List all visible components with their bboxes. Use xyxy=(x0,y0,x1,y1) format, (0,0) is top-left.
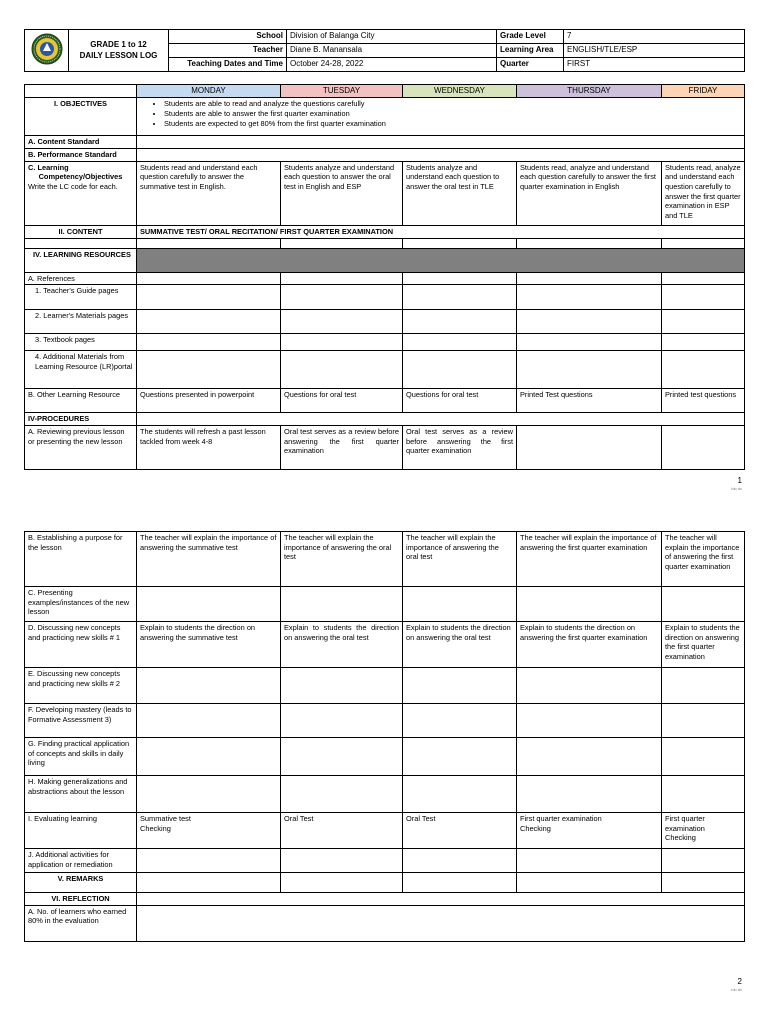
competency-label: C. Learning Competency/Objectives Write the LC code for each. xyxy=(25,161,137,225)
objectives-list xyxy=(137,98,745,136)
evaluating-friday: First quarter examination Checking xyxy=(662,813,745,849)
day-tuesday: TUESDAY xyxy=(281,85,403,98)
day-monday: MONDAY xyxy=(137,85,281,98)
evaluating-monday: Summative test Checking xyxy=(137,813,281,849)
discussing-1-wednesday: Explain to students the direction on answering the oral test xyxy=(403,622,517,668)
day-wednesday: WEDNESDAY xyxy=(403,85,517,98)
evaluating-tuesday: Oral Test xyxy=(281,813,403,849)
learning-resources-label: IV. LEARNING RESOURCES xyxy=(25,248,137,272)
other-resource-monday: Questions presented in powerpoint xyxy=(137,389,281,413)
teachers-guide-label: 1. Teacher's Guide pages xyxy=(25,285,137,310)
purpose-wednesday: The teacher will explain the importance of answering the oral test xyxy=(403,532,517,587)
learning-resources-shade xyxy=(137,248,745,272)
performance-standard-label: B. Performance Standard xyxy=(25,149,137,162)
other-resource-label: B. Other Learning Resource xyxy=(25,389,137,413)
developing-mastery-label: F. Developing mastery (leads to Formative Assessment 3) xyxy=(25,704,137,738)
seal-icon xyxy=(31,33,63,65)
discussing-1-tuesday: Explain to students the direction on answering the oral test xyxy=(281,622,403,668)
quarter-label: Quarter xyxy=(497,58,564,72)
purpose-monday: The teacher will explain the importance of answering the summative test xyxy=(137,532,281,587)
purpose-label: B. Establishing a purpose for the lesson xyxy=(25,532,137,587)
additional-activities-label: J. Additional activities for application or remediation xyxy=(25,849,137,873)
content-label: II. CONTENT xyxy=(25,225,137,238)
page1-body xyxy=(24,84,744,470)
other-resource-wednesday: Questions for oral test xyxy=(403,389,517,413)
remarks-label: V. REMARKS xyxy=(25,873,137,893)
evaluating-thursday: First quarter examination Checking xyxy=(517,813,662,849)
discussing-2-label: E. Discussing new concepts and practicing new skills # 2 xyxy=(25,668,137,704)
other-resource-thursday: Printed Test questions xyxy=(517,389,662,413)
evaluating-wednesday: Oral Test xyxy=(403,813,517,849)
discussing-1-monday: Explain to students the direction on answering the summative test xyxy=(137,622,281,668)
day-friday: FRIDAY xyxy=(662,85,745,98)
competency-wednesday: Students analyze and understand each question to answer the oral test in TLE xyxy=(403,161,517,225)
purpose-tuesday: The teacher will explain the importance of answering the oral test xyxy=(281,532,403,587)
evaluating-label: I. Evaluating learning xyxy=(25,813,137,849)
discussing-1-friday: Explain to students the direction on answering the first quarter examination xyxy=(662,622,745,668)
school-value: Division of Balanga City xyxy=(287,30,497,44)
page-number-1: 1 xyxy=(737,476,742,485)
learners-80-label: A. No. of learners who earned 80% in the evaluation xyxy=(25,905,137,941)
reviewing-tuesday: Oral test serves as a review before answering the first quarter examination xyxy=(281,425,403,469)
content-value: SUMMATIVE TEST/ ORAL RECITATION/ FIRST QUARTER EXAMINATION xyxy=(137,225,745,238)
deped-logo xyxy=(25,30,69,72)
competency-friday: Students read, analyze and understand each question carefully to answer the first quarter examination in ESP and TLE xyxy=(662,161,745,225)
reviewing-monday: The students will refresh a past lesson tackled from week 4-8 xyxy=(137,425,281,469)
lesson-log-table-2 xyxy=(24,531,745,942)
page-number-2: 2 xyxy=(737,977,742,986)
footer-mark-1: lob dv xyxy=(731,486,742,491)
school-label: School xyxy=(169,30,287,44)
dates-label: Teaching Dates and Time xyxy=(169,58,287,72)
purpose-thursday: The teacher will explain the importance of answering the first quarter examination xyxy=(517,532,662,587)
presenting-examples-label: C. Presenting examples/instances of the new lesson xyxy=(25,587,137,622)
competency-row xyxy=(25,161,745,225)
content-standard-label: A. Content Standard xyxy=(25,136,137,149)
references-label: A. References xyxy=(25,272,137,285)
doc-title: DAILY LESSON LOG xyxy=(79,50,158,60)
generalizations-label: H. Making generalizations and abstractions about the lesson xyxy=(25,776,137,813)
grade-range: GRADE 1 to 12 xyxy=(90,40,147,50)
discussing-1-label: D. Discussing new concepts and practicing new skills # 1 xyxy=(25,622,137,668)
reviewing-label: A. Reviewing previous lesson or presenting the new lesson xyxy=(25,425,137,469)
competency-thursday: Students read, analyze and understand each question carefully to answer the first quarter examination in English xyxy=(517,161,662,225)
page2-body xyxy=(24,531,744,942)
learners-materials-label: 2. Learner's Materials pages xyxy=(25,310,137,334)
objective-item: • Students are able to answer the first quarter examination xyxy=(164,109,741,119)
dates-value: October 24-28, 2022 xyxy=(287,58,497,72)
procedures-label: IV-PROCEDURES xyxy=(25,413,137,426)
objective-item: • Students are able to read and analyze the questions carefully xyxy=(164,99,741,109)
lesson-log-table-1 xyxy=(24,84,745,470)
grade-level-value: 7 xyxy=(564,30,745,44)
reflection-label: VI. REFLECTION xyxy=(25,893,137,906)
header-section xyxy=(24,29,744,72)
day-thursday: THURSDAY xyxy=(517,85,662,98)
days-row xyxy=(25,85,745,98)
grade-level-label: Grade Level xyxy=(497,30,564,44)
additional-materials-label: 4. Additional Materials from Learning Resource (LR)portal xyxy=(25,351,137,389)
purpose-friday: The teacher will explain the importance of answering the first quarter examination xyxy=(662,532,745,587)
reviewing-wednesday: Oral test serves as a review before answering the first quarter examination xyxy=(403,425,517,469)
objectives-label: I. OBJECTIVES xyxy=(25,98,137,136)
competency-monday: Students read and understand each question carefully to answer the summative test in English. xyxy=(137,161,281,225)
teacher-label: Teacher xyxy=(169,44,287,58)
learning-area-value: ENGLISH/TLE/ESP xyxy=(564,44,745,58)
teacher-value: Diane B. Manansala xyxy=(287,44,497,58)
objectives-row xyxy=(25,98,745,136)
objective-item: • Students are expected to get 80% from the first quarter examination xyxy=(164,119,741,129)
header-table xyxy=(24,29,745,72)
other-resource-friday: Printed test questions xyxy=(662,389,745,413)
practical-application-label: G. Finding practical application of concepts and skills in daily living xyxy=(25,738,137,776)
quarter-value: FIRST xyxy=(564,58,745,72)
footer-mark-2: lob dv xyxy=(731,987,742,992)
competency-tuesday: Students analyze and understand each question to answer the oral test in English and ESP xyxy=(281,161,403,225)
other-resource-tuesday: Questions for oral test xyxy=(281,389,403,413)
learning-area-label: Learning Area xyxy=(497,44,564,58)
textbook-pages-label: 3. Textbook pages xyxy=(25,334,137,351)
discussing-1-thursday: Explain to students the direction on answering the first quarter examination xyxy=(517,622,662,668)
title-cell xyxy=(69,30,169,72)
